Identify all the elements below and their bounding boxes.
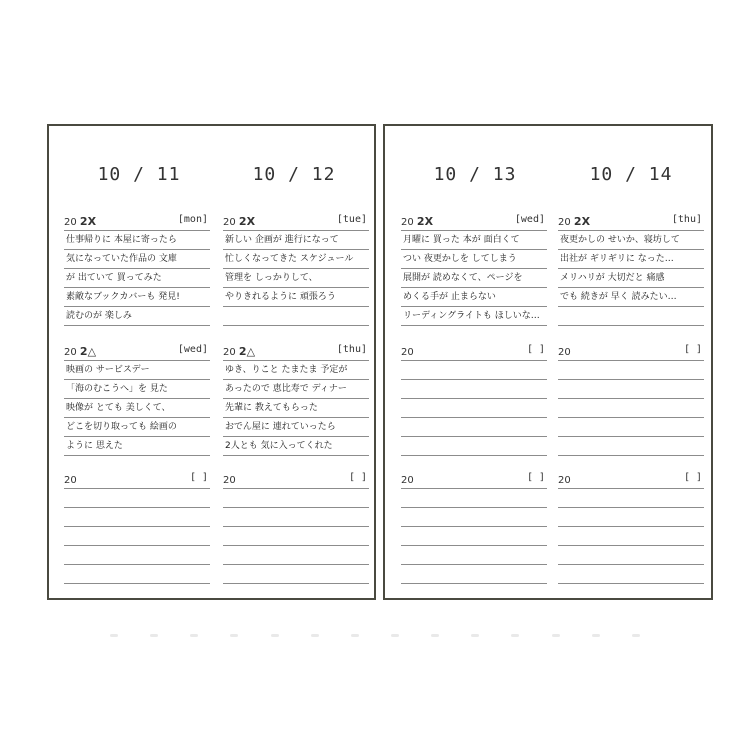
footer-mark	[351, 634, 359, 637]
footer-mark	[471, 634, 479, 637]
entry-line: が 出ていて 買ってみた	[64, 269, 210, 288]
entry-line: 読むのが 楽しみ	[64, 307, 210, 326]
entry-line: つい 夜更かしを してしまう	[401, 250, 547, 269]
entry-line: 夜更かしの せいか、寝坊して	[558, 231, 704, 250]
diary-entry	[558, 344, 704, 456]
entry-line: 映像が とても 美しくて、	[64, 399, 210, 418]
footer-mark	[150, 634, 158, 637]
diary-entry	[223, 344, 369, 456]
date-heading: 10 / 12	[252, 164, 336, 185]
date-heading: 10 / 13	[433, 164, 517, 185]
diary-entry	[223, 214, 369, 326]
entry-line: 素敵なブックカバーも 発見!	[64, 288, 210, 307]
entry-line: おでん屋に 連れていったら	[223, 418, 369, 437]
diary-entry	[64, 344, 210, 456]
entry-line: 先輩に 教えてもらった	[223, 399, 369, 418]
entry-line	[223, 565, 369, 584]
year-label: 20 2△	[64, 345, 97, 358]
entry-line	[401, 399, 547, 418]
entry-line	[223, 307, 369, 326]
entry-line: 仕事帰りに 本屋に寄ったら	[64, 231, 210, 250]
footer-mark	[391, 634, 399, 637]
entry-line	[401, 508, 547, 527]
diary-entry	[558, 214, 704, 326]
entry-line: あったので 恵比寿で ディナー	[223, 380, 369, 399]
entry-line: でも 続きが 早く 読みたい…	[558, 288, 704, 307]
diary-entry	[401, 472, 547, 584]
footer-mark	[592, 634, 600, 637]
year-label: 20 2X	[223, 215, 256, 228]
entry-line	[401, 527, 547, 546]
footer-mark	[230, 634, 238, 637]
footer-mark	[431, 634, 439, 637]
entry-line	[64, 508, 210, 527]
diary-entry	[558, 472, 704, 584]
footer-mark	[632, 634, 640, 637]
entry-line	[558, 527, 704, 546]
entry-line	[558, 546, 704, 565]
entry-line	[558, 565, 704, 584]
entry-line	[223, 527, 369, 546]
footer-mark	[552, 634, 560, 637]
entry-line: 展開が 読めなくて、ページを	[401, 269, 547, 288]
weekday-label: [wed]	[514, 214, 545, 225]
entry-line: ように 思えた	[64, 437, 210, 456]
footer-mark	[311, 634, 319, 637]
year-label: 20 2△	[223, 345, 256, 358]
entry-line	[223, 489, 369, 508]
weekday-label: [ ]	[526, 344, 545, 355]
diary-entry	[64, 472, 210, 584]
entry-line: ゆき、りこと たまたま 予定が	[223, 361, 369, 380]
diary-entry	[64, 214, 210, 326]
entry-line: やりきれるように 頑張ろう	[223, 288, 369, 307]
entry-line: めくる手が 止まらない	[401, 288, 547, 307]
year-label: 20	[64, 475, 77, 486]
left-page	[47, 124, 376, 600]
weekday-label: [thu]	[336, 344, 367, 355]
year-label: 20 2X	[64, 215, 97, 228]
weekday-label: [tue]	[336, 214, 367, 225]
footer-mark	[110, 634, 118, 637]
entry-line	[558, 307, 704, 326]
entry-line: 「海のむこうへ」を 見た	[64, 380, 210, 399]
weekday-label: [wed]	[177, 344, 208, 355]
entry-line	[401, 489, 547, 508]
weekday-label: [ ]	[683, 472, 702, 483]
year-label: 20	[401, 347, 414, 358]
right-page	[383, 124, 713, 600]
entry-line	[223, 508, 369, 527]
year-label: 20	[558, 347, 571, 358]
entry-line: 映画の サービスデー	[64, 361, 210, 380]
entry-line: 出社が ギリギリに なった…	[558, 250, 704, 269]
entry-line: 気になっていた作品の 文庫	[64, 250, 210, 269]
diary-entry	[401, 344, 547, 456]
entry-line: 新しい 企画が 進行になって	[223, 231, 369, 250]
entry-line: 月曜に 買った 本が 面白くて	[401, 231, 547, 250]
date-heading: 10 / 14	[589, 164, 673, 185]
weekday-label: [ ]	[526, 472, 545, 483]
entry-line	[401, 418, 547, 437]
entry-line	[401, 380, 547, 399]
entry-line	[64, 527, 210, 546]
date-heading: 10 / 11	[97, 164, 181, 185]
entry-line	[401, 361, 547, 380]
entry-line: 2人とも 気に入ってくれた	[223, 437, 369, 456]
footer-mark	[271, 634, 279, 637]
entry-line	[558, 508, 704, 527]
weekday-label: [mon]	[177, 214, 208, 225]
entry-line: どこを切り取っても 絵画の	[64, 418, 210, 437]
year-label: 20 2X	[401, 215, 434, 228]
entry-line	[401, 565, 547, 584]
entry-line	[64, 565, 210, 584]
entry-line: リーディングライトも ほしいな…	[401, 307, 547, 326]
diary-entry	[223, 472, 369, 584]
weekday-label: [ ]	[189, 472, 208, 483]
weekday-label: [ ]	[348, 472, 367, 483]
entry-line: 忙しくなってきた スケジュール	[223, 250, 369, 269]
footer-mark	[511, 634, 519, 637]
entry-line: 管理を しっかりして、	[223, 269, 369, 288]
entry-line	[558, 437, 704, 456]
entry-line: メリハリが 大切だと 痛感	[558, 269, 704, 288]
year-label: 20	[223, 475, 236, 486]
footer-mark	[190, 634, 198, 637]
entry-line	[64, 546, 210, 565]
entry-line	[558, 418, 704, 437]
entry-line	[401, 437, 547, 456]
entry-line	[558, 361, 704, 380]
year-label: 20 2X	[558, 215, 591, 228]
entry-line	[558, 489, 704, 508]
entry-line	[223, 546, 369, 565]
entry-line	[558, 380, 704, 399]
year-label: 20	[401, 475, 414, 486]
diary-entry	[401, 214, 547, 326]
weekday-label: [ ]	[683, 344, 702, 355]
faint-footer-marks	[110, 634, 640, 638]
entry-line	[64, 489, 210, 508]
entry-line	[558, 399, 704, 418]
weekday-label: [thu]	[671, 214, 702, 225]
entry-line	[401, 546, 547, 565]
year-label: 20	[558, 475, 571, 486]
